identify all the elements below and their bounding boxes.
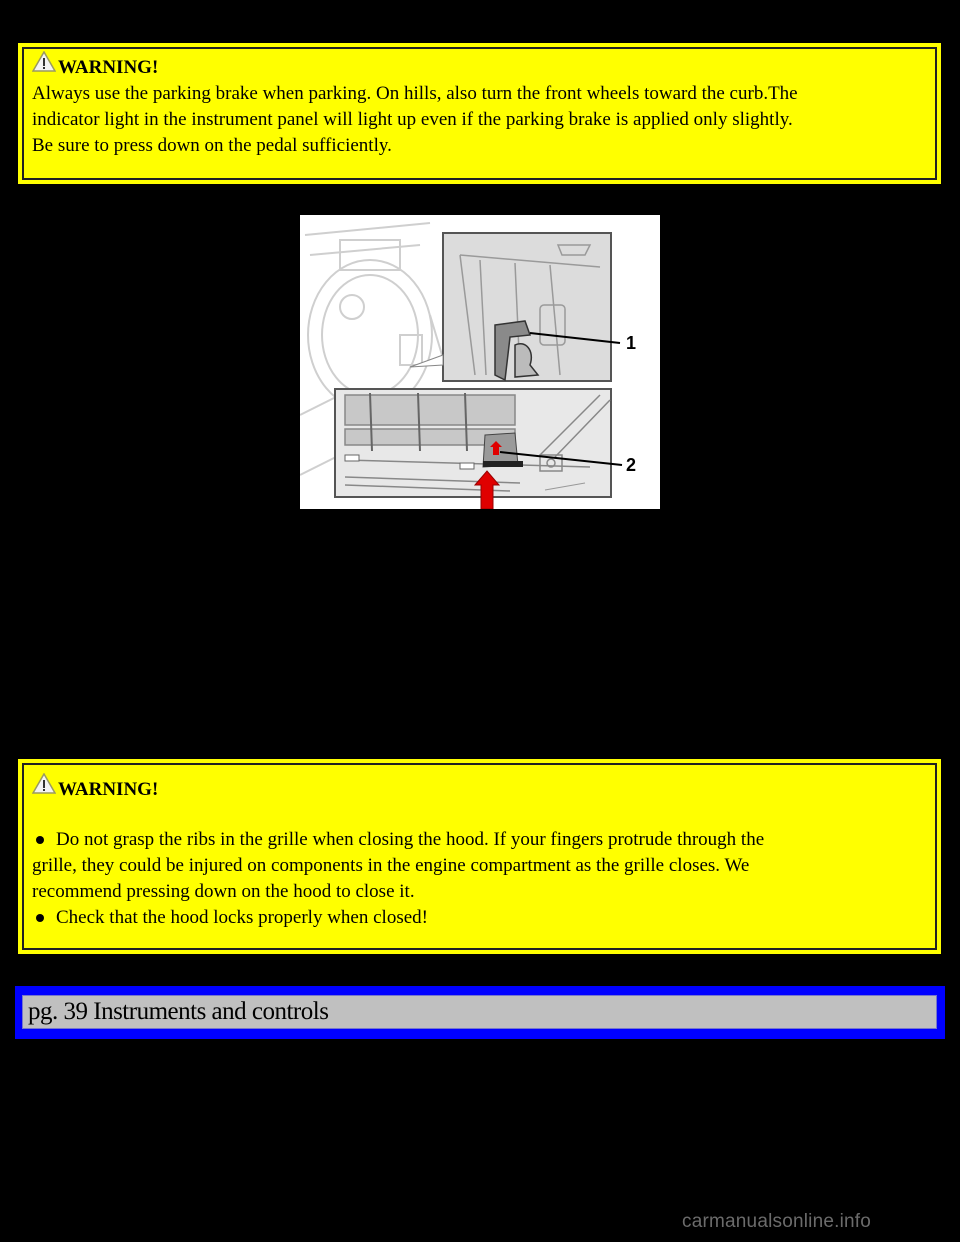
warning-title-text: WARNING!	[58, 779, 159, 800]
warning-bullet-item	[32, 827, 927, 853]
page-navigation-bar	[15, 986, 945, 1039]
bullet-text: Do not grasp the ribs in the grille when closing the hood. If your fingers protrude through the	[56, 829, 765, 850]
bullet-icon	[36, 836, 44, 844]
hood-release-illustration	[300, 215, 660, 509]
bullet-continuation: recommend pressing down on the hood to close it.	[32, 881, 415, 902]
site-watermark: carmanualsonline.info	[682, 1211, 872, 1232]
bullet-icon	[36, 914, 44, 922]
warning-title	[32, 775, 927, 803]
bullet-text: Check that the hood locks properly when closed!	[56, 907, 428, 928]
callout-1: 1	[626, 333, 637, 353]
warning-triangle-icon	[32, 51, 56, 73]
warning-bullet-item	[32, 905, 927, 931]
warning-box-hood	[18, 759, 941, 954]
bullet-continuation: grille, they could be injured on components in the engine compartment as the grille closes. We	[32, 855, 750, 876]
warning-box-inner	[22, 47, 937, 180]
warning-box-parking-brake	[18, 43, 941, 184]
callout-2: 2	[626, 455, 637, 475]
warning-line: Always use the parking brake when parking. On hills, also turn the front wheels toward the curb.The	[32, 83, 798, 104]
warning-triangle-icon	[32, 773, 56, 795]
warning-title	[32, 53, 927, 81]
spacer	[32, 803, 927, 827]
page-link-instruments-and-controls[interactable]: pg. 39 Instruments and controls	[22, 995, 937, 1029]
warning-line: Be sure to press down on the pedal sufficiently.	[32, 135, 392, 156]
warning-box-inner	[22, 763, 937, 950]
warning-title-text: WARNING!	[58, 57, 159, 78]
warning-line: indicator light in the instrument panel will light up even if the parking brake is applied only slightly.	[32, 109, 793, 130]
